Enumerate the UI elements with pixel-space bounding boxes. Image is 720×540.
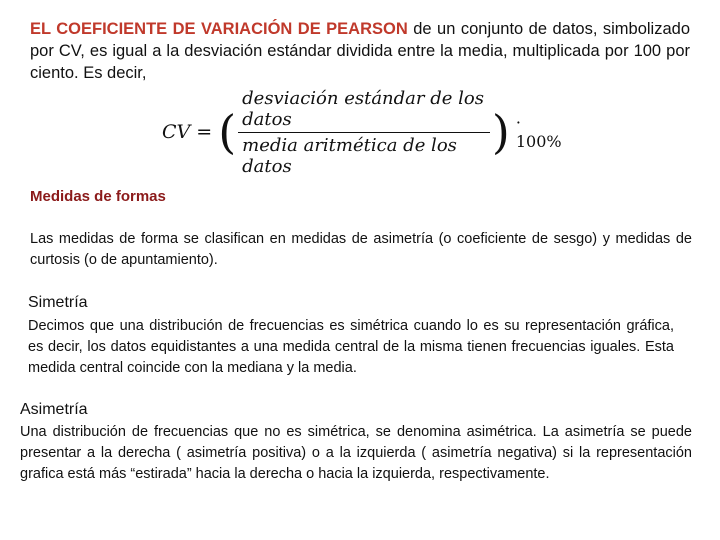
formula-denominator: media aritmética de los datos bbox=[242, 134, 457, 177]
asimetria-paragraph: Una distribución de frecuencias que no es simétrica, se denomina asimétrica. La asimetría se puede presentar a la derecha ( asimetría positiva) o a la izquierda ( asimetría negativa) si la representación grafica está más “estirada” hacia la derecha o hacia la izquierda, respectivamente. bbox=[20, 424, 692, 482]
left-paren: ( bbox=[218, 105, 237, 159]
formula-numerator: desviación estándar de los datos bbox=[238, 88, 490, 133]
right-paren: ) bbox=[491, 105, 510, 159]
section-title-medidas-forma: Medidas de formas bbox=[30, 188, 166, 205]
asimetria-title: Asimetría bbox=[20, 401, 88, 418]
formula-lhs: CV bbox=[162, 121, 191, 143]
simetria-title: Simetría bbox=[28, 294, 88, 311]
intro-rest: de un conjunto de datos, simbolizado por CV, es igual a la desviación estándar dividida entre la media, multiplicada por 100 por ciento. Es decir, bbox=[30, 20, 690, 82]
formula-fraction bbox=[238, 88, 490, 177]
simetria-paragraph: Decimos que una distribución de frecuencias es simétrica cuando lo es su representación gráfica, es decir, los datos equidistantes a una medida central de la misma tienen frecuencias iguales. Esta medida central coincide con la mediana y la media. bbox=[28, 318, 674, 376]
intro-highlight: EL COEFICIENTE DE VARIACIÓN DE PEARSON bbox=[30, 20, 408, 38]
formula-tail: · 100% bbox=[515, 113, 562, 151]
formula-equals: = bbox=[196, 121, 213, 143]
cv-formula bbox=[162, 87, 562, 177]
forma-paragraph: Las medidas de forma se clasifican en medidas de asimetría (o coeficiente de sesgo) y medidas de curtosis (o de apuntamiento). bbox=[30, 231, 692, 268]
intro-paragraph bbox=[30, 18, 690, 84]
